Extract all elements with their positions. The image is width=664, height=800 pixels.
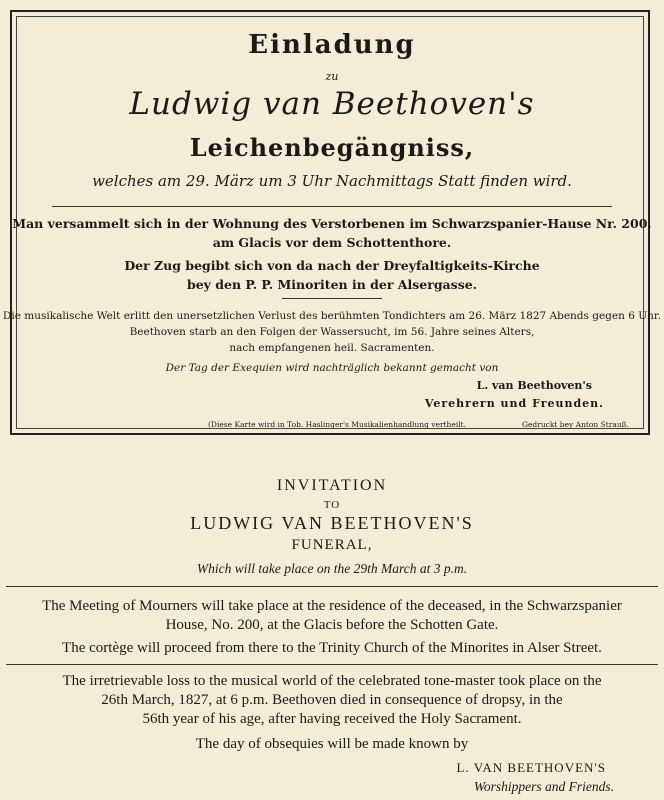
card-small-line3: nach empfangenen heil. Sacramenten. — [229, 342, 435, 354]
translation-p3-line3: 56th year of his age, after having received the Holy Sacrament. — [142, 711, 522, 727]
card-signature-1: L. van Beethoven's — [476, 379, 592, 392]
translation-rule-1 — [6, 586, 658, 587]
card-block1-line2: am Glacis vor dem Schottenthore. — [212, 235, 452, 250]
translation-when: Which will take place on the 29th March at 3 p.m. — [196, 561, 468, 576]
card-block1-line1: Man versammelt sich in der Wohnung des Verstorbenen im Schwarzspanier-Hause Nr. 200, — [12, 216, 652, 231]
card-signature-2: Verehrern und Freunden. — [424, 397, 604, 410]
translation-funeral: FUNERAL, — [291, 537, 373, 553]
card-small-line2: Beethoven starb an den Folgen der Wassersucht, im 56. Jahre seines Alters, — [129, 326, 535, 338]
translation-p3-line2: 26th March, 1827, at 6 p.m. Beethoven died in consequence of dropsy, in the — [101, 692, 563, 708]
card-rule-top — [52, 206, 612, 207]
card-zu: zu — [325, 70, 339, 83]
translation-p3-line1: The irretrievable loss to the musical world of the celebrated tone-master took place on the — [62, 673, 602, 689]
translation-p1-line1: The Meeting of Mourners will take place at the residence of the deceased, in the Schwarzspanier — [42, 598, 622, 614]
card-block2-line2: bey den P. P. Minoriten in der Alsergasse. — [186, 277, 478, 292]
card-footer-right: Gedruckt bey Anton Strauß. — [522, 420, 630, 429]
translation-title: INVITATION — [276, 477, 388, 494]
translation-p2: The cortège will proceed from there to the Trinity Church of the Minorites in Alser Street. — [62, 640, 602, 656]
card-title: Einladung — [248, 30, 416, 60]
translation-p1-line2: House, No. 200, at the Glacis before the Schotten Gate. — [165, 617, 499, 633]
card-name: Ludwig van Beethoven's — [129, 86, 535, 122]
card-rule-middle — [282, 298, 382, 299]
card-footer-left: (Diese Karte wird in Tob. Haslinger's Musikalienhandlung vertheilt. — [208, 420, 467, 429]
translation-name: LUDWIG VAN BEETHOVEN'S — [190, 513, 474, 533]
card-small-line1: Die musikalische Welt erlitt den unersetzlichen Verlust des berühmten Tondichters am 26. März 1827 Abends gegen 6 Uhr. — [2, 310, 662, 322]
translation-rule-2 — [6, 664, 658, 665]
card-small-line4: Der Tag der Exequien wird nachträglich bekannt gemacht von — [165, 362, 499, 374]
card-when: welches am 29. März um 3 Uhr Nachmittags Statt finden wird. — [92, 172, 572, 190]
card-funeral: Leichenbegängniss, — [189, 133, 475, 162]
card-block2-line1: Der Zug begibt sich von da nach der Dreyfaltigkeits-Kirche — [124, 258, 540, 273]
translation-signature-1: L. VAN BEETHOVEN'S — [456, 760, 606, 775]
translation-to: TO — [323, 499, 341, 511]
translation-signature-2: Worshippers and Friends. — [473, 779, 614, 794]
translation-p4: The day of obsequies will be made known by — [195, 736, 469, 752]
